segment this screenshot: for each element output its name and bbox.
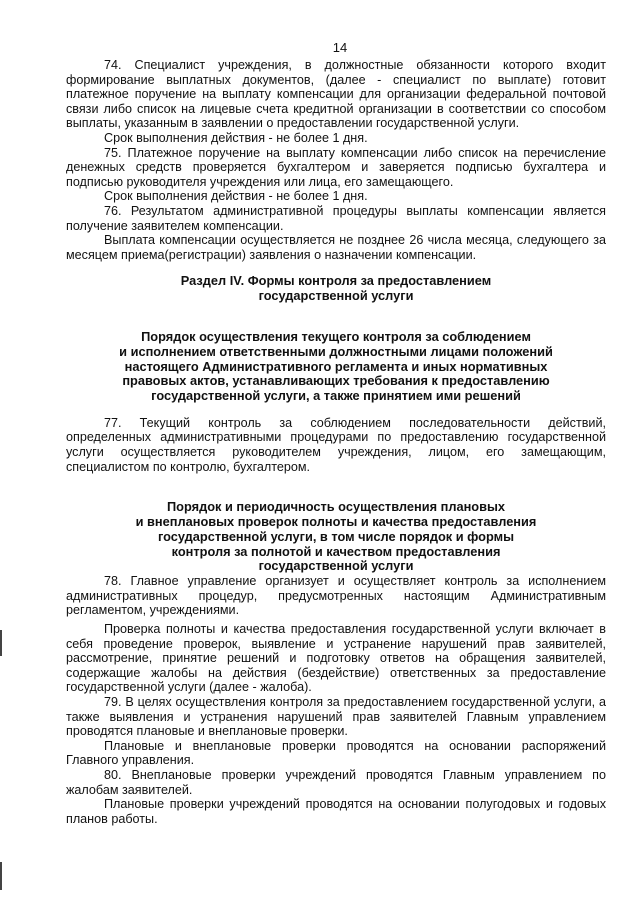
paragraph-plans: Плановые проверки учреждений проводятся на основании полугодовых и годовых планов работы. — [66, 797, 606, 826]
heading-line: Раздел IV. Формы контроля за предоставлением — [180, 273, 492, 289]
heading-line: государственной услуги — [258, 288, 414, 304]
page-number: 14 — [332, 40, 348, 55]
heading-line: государственной услуги, в том числе порядок и формы — [157, 528, 515, 544]
paragraph-78: 78. Главное управление организует и осуществляет контроль за исполнением административных процедур, предусмотренных настоящим Административным регламентом, учреждениями. — [66, 574, 606, 618]
paragraph-79: 79. В целях осуществления контроля за предоставлением государственной услуги, а также выявления и устранения нарушений прав заявителей Главным управлением проводятся плановые и внеплановые проверки. — [66, 695, 606, 739]
paragraph-77: 77. Текущий контроль за соблюдением последовательности действий, определенных административными процедурами по предоставлению государственной услуги осуществляется руководителем учреждения, лицом, его замещающим, специалистом по контролю, бухгалтером. — [66, 415, 606, 474]
paragraph-inspection: Проверка полноты и качества предоставления государственной услуги включает в себя проведение проверок, выявление и устранение нарушений прав заявителей, рассмотрение, принятие решений и подготовку ответов на обращения заявителей, содержащие жалобы на действия (бездействие) ответственных за предоставление государственной услуги (далее - жалоба). — [66, 622, 606, 695]
section-heading — [66, 274, 606, 304]
subsection-heading — [66, 500, 606, 574]
heading-line: и внеплановых проверок полноты и качества предоставления — [135, 514, 537, 530]
paragraph-deadline: Срок выполнения действия - не более 1 дня. — [104, 130, 368, 145]
paragraph-payment: Выплата компенсации осуществляется не позднее 26 числа месяца, следующего за месяцем приема(регистрации) заявления о назначении компенсации. — [66, 233, 606, 262]
paragraph-deadline: Срок выполнения действия - не более 1 дня. — [104, 189, 368, 204]
document-body — [66, 58, 606, 826]
heading-line: государственной услуги — [258, 558, 414, 574]
subsection-heading — [66, 330, 606, 404]
paragraph-80: 80. Внеплановые проверки учреждений проводятся Главным управлением по жалобам заявителей. — [66, 767, 606, 797]
heading-line: правовых актов, устанавливающих требования к предоставлению — [122, 373, 550, 389]
heading-line: настоящего Административного регламента и иных нормативных — [124, 358, 548, 374]
paragraph-75: 75. Платежное поручение на выплату компенсации либо список на перечисление денежных средств проверяется бухгалтером и заверяется подписью бухгалтера и подписью руководителя учреждения или лица, его замещающего. — [66, 145, 606, 189]
paragraph-76: 76. Результатом административной процедуры выплаты компенсации является получение заявителем компенсации. — [66, 203, 606, 233]
margin-mark — [0, 630, 2, 656]
paragraph-orders: Плановые и внеплановые проверки проводятся на основании распоряжений Главного управления. — [66, 738, 606, 768]
heading-line: Порядок и периодичность осуществления плановых — [166, 499, 506, 515]
heading-line: контроля за полнотой и качеством предоставления — [171, 543, 501, 559]
heading-line: государственной услуги, а также принятием ими решений — [151, 388, 521, 404]
paragraph-74: 74. Специалист учреждения, в должностные обязанности которого входит формирование выплатных документов, (далее - специалист по выплате) готовит платежное поручение на выплату компенсации для организации федеральной почтовой связи либо список на лицевые счета кредитной организации в соответствии со способом выплаты, указанным в заявлении о предоставлении государственной услуги. — [66, 58, 606, 131]
heading-line: Порядок осуществления текущего контроля за соблюдением — [141, 328, 531, 344]
heading-line: и исполнением ответственными должностными лицами положений — [119, 343, 553, 359]
margin-mark — [0, 862, 2, 890]
